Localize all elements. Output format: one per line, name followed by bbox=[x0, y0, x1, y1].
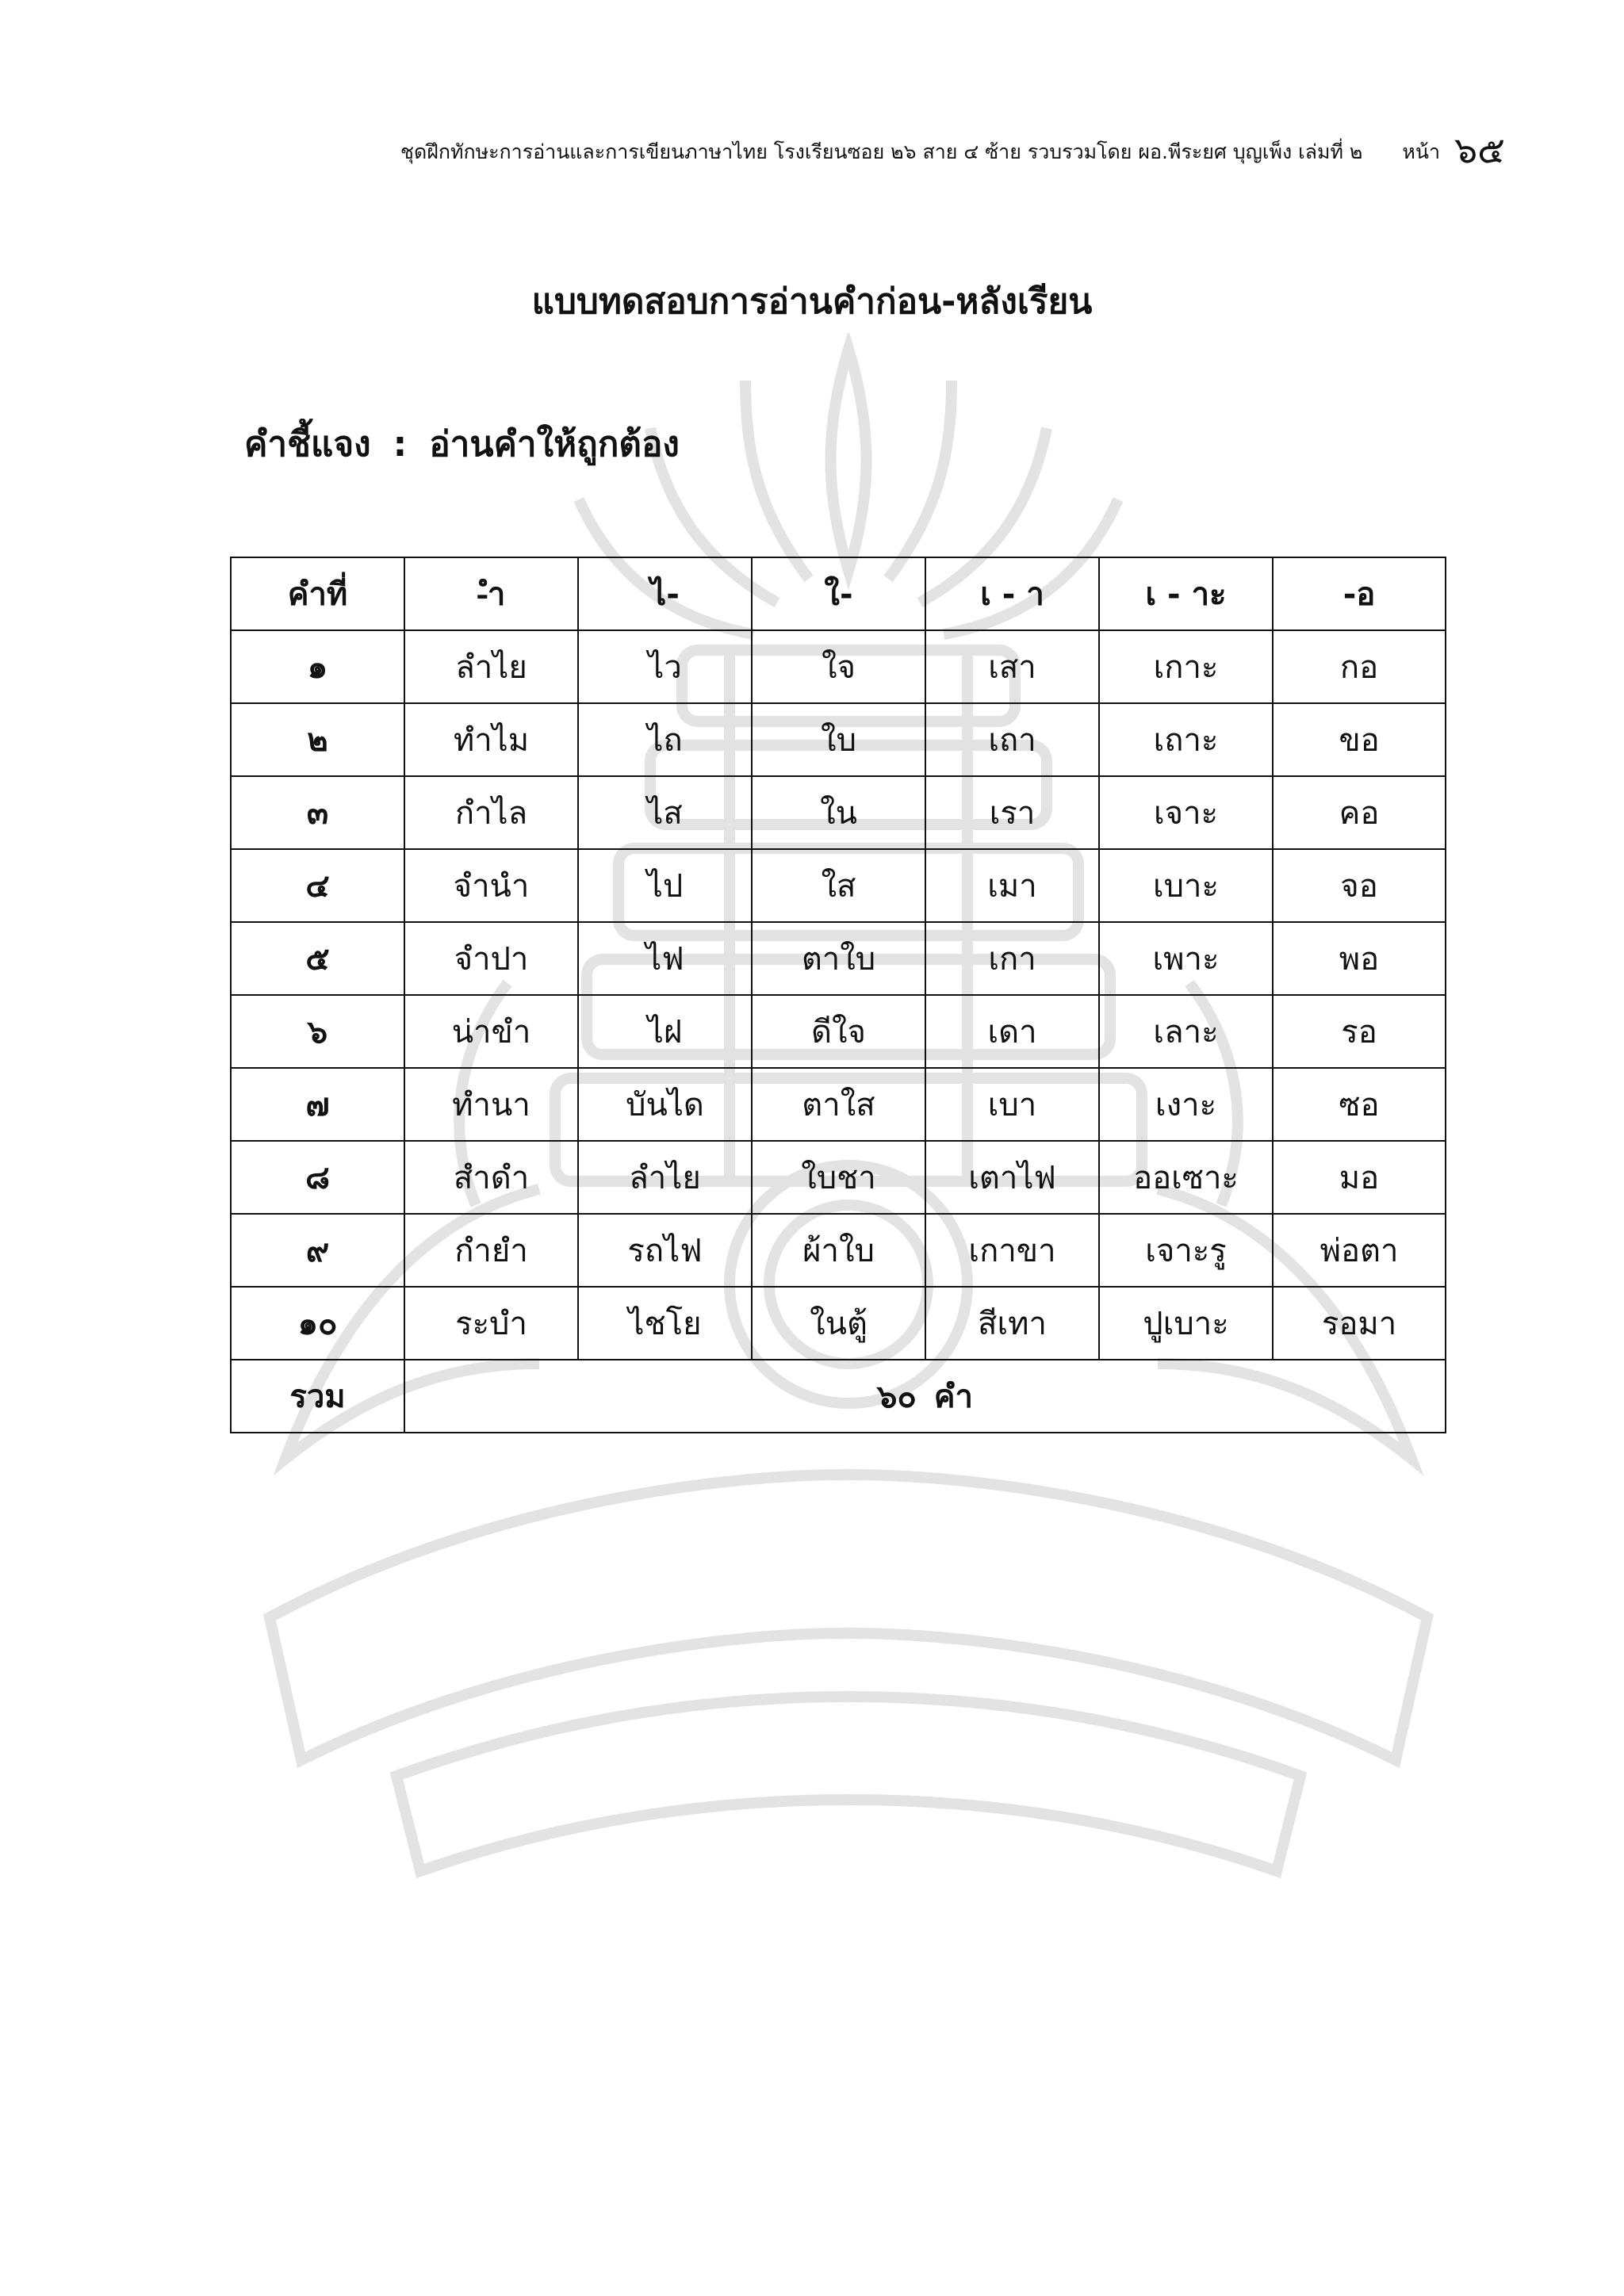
header-word-number: คำที่ bbox=[231, 557, 404, 630]
table-cell: รอมา bbox=[1273, 1287, 1446, 1360]
page-label: หน้า bbox=[1402, 140, 1440, 163]
table-cell: เกาขา bbox=[925, 1214, 1099, 1287]
table-cell: มอ bbox=[1273, 1141, 1446, 1214]
table-cell: ตาใบ bbox=[752, 922, 925, 995]
table-cell: จอ bbox=[1273, 849, 1446, 922]
table-cell: ใบ bbox=[752, 703, 925, 776]
row-number: ๓ bbox=[231, 776, 404, 849]
table-cell: จำนำ bbox=[404, 849, 578, 922]
table-cell: ไส bbox=[578, 776, 752, 849]
table-header-row bbox=[231, 557, 1446, 630]
row-number: ๗ bbox=[231, 1068, 404, 1141]
table-row bbox=[231, 922, 1446, 995]
table-row bbox=[231, 776, 1446, 849]
table-total-row bbox=[231, 1360, 1446, 1433]
row-number: ๔ bbox=[231, 849, 404, 922]
table-cell: เจาะรู bbox=[1099, 1214, 1273, 1287]
page-title: แบบทดสอบการอ่านคำก่อน-หลังเรียน bbox=[531, 281, 1093, 322]
table-cell: เกา bbox=[925, 922, 1099, 995]
table-cell: ลำไย bbox=[578, 1141, 752, 1214]
table-cell: พ่อตา bbox=[1273, 1214, 1446, 1287]
table-row bbox=[231, 1141, 1446, 1214]
table-cell: เสา bbox=[925, 630, 1099, 703]
instruction-text: อ่านคำให้ถูกต้อง bbox=[429, 424, 680, 465]
header-sara-ai-maimuan: ใ- bbox=[752, 557, 925, 630]
table-cell: ไฟ bbox=[578, 922, 752, 995]
table-row bbox=[231, 1214, 1446, 1287]
word-test-table bbox=[230, 557, 1446, 1433]
table-cell: ปูเบาะ bbox=[1099, 1287, 1273, 1360]
table-cell: น่าขำ bbox=[404, 995, 578, 1068]
table-cell: ใส bbox=[752, 849, 925, 922]
table-row bbox=[231, 849, 1446, 922]
table-cell: กอ bbox=[1273, 630, 1446, 703]
table-cell: สีเทา bbox=[925, 1287, 1099, 1360]
table-cell: รถไฟ bbox=[578, 1214, 752, 1287]
table-row bbox=[231, 703, 1446, 776]
header-sara-o: -อ bbox=[1273, 557, 1446, 630]
table-cell: เมา bbox=[925, 849, 1099, 922]
total-count: ๖๐ bbox=[876, 1379, 917, 1415]
instruction-label: คำชี้แจง bbox=[244, 424, 371, 465]
row-number: ๑ bbox=[231, 630, 404, 703]
table-cell: เพาะ bbox=[1099, 922, 1273, 995]
table-cell: ออเซาะ bbox=[1099, 1141, 1273, 1214]
row-number: ๒ bbox=[231, 703, 404, 776]
header-sara-o-short: เ - าะ bbox=[1099, 557, 1273, 630]
table-cell: สำดำ bbox=[404, 1141, 578, 1214]
table-cell: ซอ bbox=[1273, 1068, 1446, 1141]
table-cell: ไฝ bbox=[578, 995, 752, 1068]
table-cell: พอ bbox=[1273, 922, 1446, 995]
table-cell: เตาไฟ bbox=[925, 1141, 1099, 1214]
table-cell: ไป bbox=[578, 849, 752, 922]
table-cell: ผ้าใบ bbox=[752, 1214, 925, 1287]
table-cell: เถา bbox=[925, 703, 1099, 776]
table-cell: ในตู้ bbox=[752, 1287, 925, 1360]
table-cell: กำไล bbox=[404, 776, 578, 849]
row-number: ๖ bbox=[231, 995, 404, 1068]
instruction bbox=[244, 416, 680, 472]
table-cell: เรา bbox=[925, 776, 1099, 849]
table-cell: ใจ bbox=[752, 630, 925, 703]
row-number: ๕ bbox=[231, 922, 404, 995]
table-cell: ใน bbox=[752, 776, 925, 849]
header-text: ชุดฝึกทักษะการอ่านและการเขียนภาษาไทย โรงเรียนซอย ๒๖ สาย ๔ ซ้าย รวบรวมโดย ผอ.พีระยศ บุญเพ็ง เล่มที่ ๒ bbox=[400, 140, 1363, 163]
table-cell: ขอ bbox=[1273, 703, 1446, 776]
table-cell: บันได bbox=[578, 1068, 752, 1141]
page-header bbox=[373, 121, 1505, 171]
table-cell: เบาะ bbox=[1099, 849, 1273, 922]
instruction-separator: : bbox=[393, 424, 408, 465]
table-cell: รอ bbox=[1273, 995, 1446, 1068]
total-label: รวม bbox=[231, 1360, 404, 1433]
table-cell: คอ bbox=[1273, 776, 1446, 849]
total-unit: คำ bbox=[933, 1379, 974, 1415]
table-cell: ใบชา bbox=[752, 1141, 925, 1214]
table-cell: ตาใส bbox=[752, 1068, 925, 1141]
row-number: ๘ bbox=[231, 1141, 404, 1214]
table-cell: ทำไม bbox=[404, 703, 578, 776]
table-cell: เจาะ bbox=[1099, 776, 1273, 849]
table-cell: ลำไย bbox=[404, 630, 578, 703]
table-cell: จำปา bbox=[404, 922, 578, 995]
header-sara-am: -ำ bbox=[404, 557, 578, 630]
header-sara-ai-maimalai: ไ- bbox=[578, 557, 752, 630]
table-row bbox=[231, 995, 1446, 1068]
total-value bbox=[404, 1360, 1446, 1433]
page-number: ๖๕ bbox=[1454, 128, 1505, 171]
table-cell: ไชโย bbox=[578, 1287, 752, 1360]
row-number: ๑๐ bbox=[231, 1287, 404, 1360]
table-row bbox=[231, 630, 1446, 703]
table-cell: เดา bbox=[925, 995, 1099, 1068]
row-number: ๙ bbox=[231, 1214, 404, 1287]
table-cell: ไว bbox=[578, 630, 752, 703]
table-cell: เงาะ bbox=[1099, 1068, 1273, 1141]
table-row bbox=[231, 1287, 1446, 1360]
table-cell: เถาะ bbox=[1099, 703, 1273, 776]
table-cell: ระบำ bbox=[404, 1287, 578, 1360]
table-cell: กำยำ bbox=[404, 1214, 578, 1287]
table-cell: ไถ bbox=[578, 703, 752, 776]
header-sara-ao: เ - า bbox=[925, 557, 1099, 630]
table-cell: ทำนา bbox=[404, 1068, 578, 1141]
table-cell: เลาะ bbox=[1099, 995, 1273, 1068]
table-cell: ดีใจ bbox=[752, 995, 925, 1068]
table-cell: เกาะ bbox=[1099, 630, 1273, 703]
table-cell: เบา bbox=[925, 1068, 1099, 1141]
table-row bbox=[231, 1068, 1446, 1141]
